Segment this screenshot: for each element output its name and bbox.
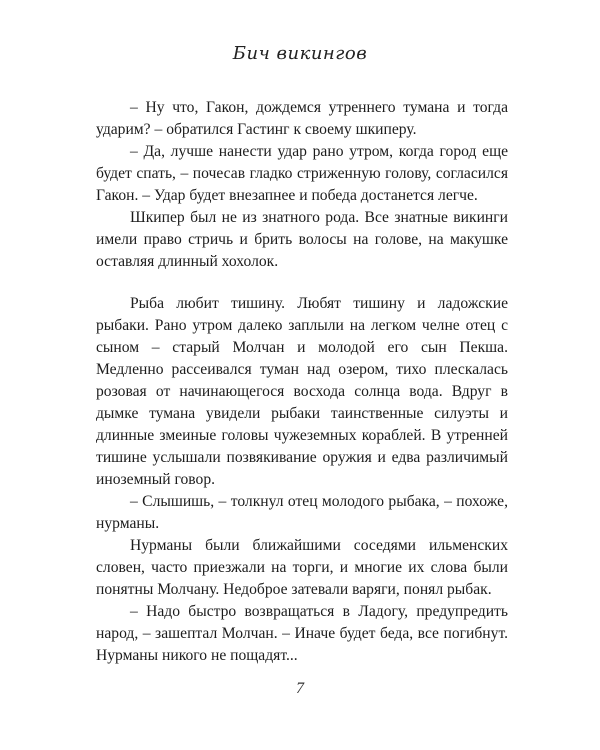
paragraph: – Надо быстро возвращаться в Ладогу, предупредить народ, – зашептал Молчан. – Иначе будет беда, все погибнут. Нурманы никого не пощадят... <box>96 603 508 664</box>
paragraph: – Ну что, Гакон, дождемся утреннего тумана и тогда ударим? – обратился Гастинг к своему шкиперу. <box>96 99 508 138</box>
running-title: Бич викингов <box>232 43 368 64</box>
text-block-2 <box>96 293 508 667</box>
text-block-1 <box>96 97 508 273</box>
paragraph: Шкипер был не из знатного рода. Все знатные викинги имели право стричь и брить волосы на голове, на макушке оставляя длинный хохолок. <box>96 209 508 270</box>
paragraph: Рыба любит тишину. Любят тишину и ладожские рыбаки. Рано утром далеко заплыли на легком челне отец с сыном – старый Молчан и молодой его сын Пекша. Медленно рассеивался туман над озером, тихо плескалась розовая от начинающегося восхода солнца вода. Вдруг в дымке тумана увидели рыбаки таинственные силуэты и длинные змеиные головы чужеземных кораблей. В утренней тишине услышали позвякивание оружия и едва различимый иноземный говор. <box>96 295 508 488</box>
page-number: 7 <box>296 680 304 697</box>
paragraph: Нурманы были ближайшими соседями ильменских словен, часто приезжали на торги, и многие их слова были понятны Молчану. Недоброе затевали варяги, понял рыбак. <box>96 537 508 598</box>
paragraph: – Да, лучше нанести удар рано утром, когда город еще будет спать, – почесав гладко стриженную голову, согласился Гакон. – Удар будет внезапнее и победа достанется легче. <box>96 143 508 204</box>
paragraph: – Слышишь, – толкнул отец молодого рыбака, – похоже, нурманы. <box>96 493 508 532</box>
